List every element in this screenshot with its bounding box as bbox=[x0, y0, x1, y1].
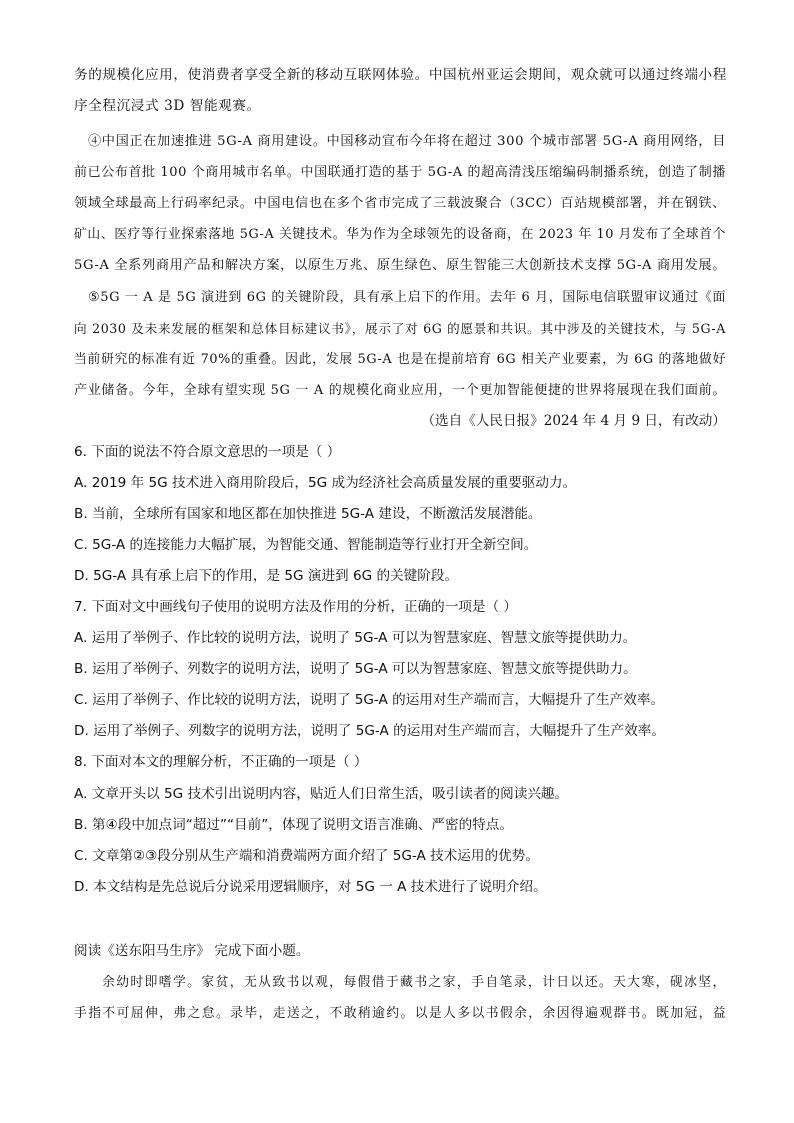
question-7-option-a: A. 运用了举例子、作比较的说明方法，说明了 5G-A 可以为智慧家庭、智慧文旅等提供助力。 bbox=[74, 630, 637, 646]
question-6-option-a: A. 2019 年 5G 技术进入商用阶段后，5G 成为经济社会高质量发展的重要驱动力。 bbox=[74, 475, 577, 491]
text-line: ④中国正在加速推进 5G-A 商用建设。中国移动宣布今年将在超过 300 个城市部署 5G-A 商用网络，目 bbox=[88, 134, 726, 149]
question-8-option-c: C. 文章第②③段分别从生产端和消费端两方面介绍了 5G-A 技术运用的优势。 bbox=[74, 848, 539, 864]
text-line: 领域全球最高上行码率纪录。中国电信也在多个省市完成了三载波聚合（3CC）百站规模部署，并在钢铁、 bbox=[74, 196, 726, 211]
text-line: 余幼时即嗜学。家贫，无从致书以观，每假借于藏书之家，手自笔录，计日以还。天大寒，砚冰坚， bbox=[102, 975, 727, 990]
question-7-option-c: C. 运用了举例子、作比较的说明方法，说明了 5G-A 的运用对生产端而言，大幅提升了生产效率。 bbox=[74, 692, 665, 708]
reading-intro: 阅读《送东阳马生序》 完成下面小题。 bbox=[74, 943, 310, 959]
question-7-option-d: D. 运用了举例子、列数字的说明方法，说明了 5G-A 的运用对生产端而言，大幅提升了生产效率。 bbox=[74, 723, 665, 739]
question-6-option-c: C. 5G-A 的连接能力大幅扩展，为智能交通、智能制造等行业打开全新空间。 bbox=[74, 537, 538, 553]
text-line: 务的规模化应用，使消费者享受全新的移动互联网体验。中国杭州亚运会期间，观众就可以通过终端小程 bbox=[74, 67, 727, 83]
question-8-stem: 8. 下面对本文的理解分析，不正确的一项是（ ） bbox=[74, 754, 368, 770]
text-line: ⑤5G 一 A 是 5G 演进到 6G 的关键阶段，具有承上启下的作用。去年 6 月，国际电信联盟审议通过《面 bbox=[88, 290, 726, 305]
text-line: 矿山、医疗等行业探索落地 5G-A 关键技术。华为作为全球领先的设备商，在 2023 年 10 月发布了全球首个 bbox=[74, 227, 726, 242]
question-7-stem: 7. 下面对文中画线句子使用的说明方法及作用的分析，正确的一项是（ ） bbox=[74, 599, 518, 615]
question-8-option-b: B. 第④段中加点词“超过”“目前”，体现了说明文语言准确、严密的特点。 bbox=[74, 817, 513, 833]
text-line: 手指不可屈伸，弗之怠。录毕，走送之，不敢稍逾约。以是人多以书假余，余因得遍观群书。既加冠，益 bbox=[74, 1006, 728, 1021]
classical-text bbox=[74, 967, 726, 1029]
paragraph-4 bbox=[74, 126, 726, 281]
text-line: 5G-A 全系列商用产品和解决方案，以原生万兆、原生绿色、原生智能三大创新技术支撑 5G-A 商用发展。 bbox=[74, 258, 726, 273]
question-6-option-b: B. 当前，全球所有国家和地区都在加快推进 5G-A 建设，不断激活发展潜能。 bbox=[74, 506, 542, 522]
question-6-option-d: D. 5G-A 具有承上启下的作用，是 5G 演进到 6G 的关键阶段。 bbox=[74, 568, 459, 584]
question-8-option-a: A. 文章开头以 5G 技术引出说明内容，贴近人们日常生活，吸引读者的阅读兴趣。 bbox=[74, 786, 569, 802]
question-6-stem: 6. 下面的说法不符合原文意思的一项是（ ） bbox=[74, 444, 341, 460]
source-citation: （选自《人民日报》2024 年 4 月 9 日，有改动） bbox=[421, 413, 726, 429]
paragraph-5 bbox=[74, 282, 726, 406]
text-line: 产业储备。今年，全球有望实现 5G 一 A 的规模化商业应用，一个更加智能便捷的世界将展现在我们面前。 bbox=[74, 383, 726, 398]
question-8-option-d: D. 本文结构是先总说后分说采用逻辑顺序，对 5G 一 A 技术进行了说明介绍。 bbox=[74, 879, 547, 895]
question-7-option-b: B. 运用了举例子、列数字的说明方法，说明了 5G-A 可以为智慧家庭、智慧文旅等提供助力。 bbox=[74, 661, 637, 677]
text-line: 向 2030 及未来发展的框架和总体目标建议书》，展示了对 6G 的愿景和共识。其中涉及的关键技术，与 5G-A bbox=[74, 321, 726, 336]
paragraph-continued bbox=[74, 60, 726, 122]
text-line: 当前研究的标准有近 70%的重叠。因此，发展 5G-A 也是在提前培育 6G 相关产业要素，为 6G 的落地做好 bbox=[74, 352, 726, 367]
text-line: 前已公布首批 100 个商用城市名单。中国联通打造的基于 5G-A 的超高清浅压缩编码制播系统，创造了制播 bbox=[74, 165, 726, 180]
text-line: 序全程沉浸式 3D 智能观赛。 bbox=[74, 98, 261, 114]
